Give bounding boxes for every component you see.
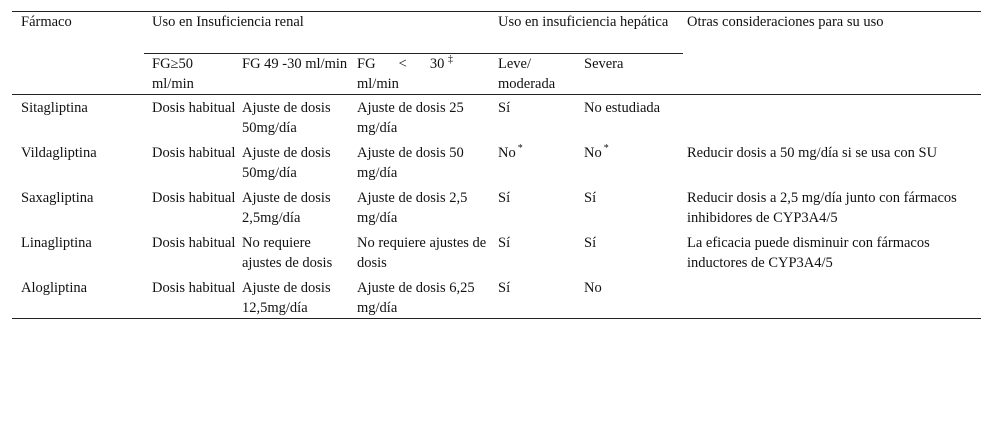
cell-fg-ge50-text: Dosis habitual xyxy=(152,145,236,161)
cell-severa-text: Sí xyxy=(584,190,597,206)
header-row-top xyxy=(12,12,981,54)
cell-fg-lt30 xyxy=(353,140,494,185)
cell-leve-moderada xyxy=(494,140,580,185)
cell-fg-lt30 xyxy=(353,275,494,319)
cell-leve-moderada xyxy=(494,185,580,230)
table-body xyxy=(12,95,981,319)
drug-name-text: Alogliptina xyxy=(21,280,88,296)
cell-leve-moderada xyxy=(494,230,580,275)
cell-fg-ge50 xyxy=(144,185,238,230)
cell-severa xyxy=(580,275,683,319)
cell-fg-lt30-text: No requiere ajustes de dosis xyxy=(357,235,487,271)
cell-leve-moderada-text: Sí xyxy=(498,280,511,296)
cell-severa xyxy=(580,95,683,141)
header-fg-lt30-unit: ml/min xyxy=(357,76,399,92)
header-severa: Severa xyxy=(584,56,624,72)
cell-fg-49-30-text: No requiere ajustes de dosis xyxy=(242,235,333,271)
cell-severa-text: No xyxy=(584,280,602,296)
cell-fg-ge50-text: Dosis habitual xyxy=(152,100,236,116)
cell-leve-moderada-text: Sí xyxy=(498,235,511,251)
header-other-considerations: Otras consideraciones para su uso xyxy=(687,14,884,30)
header-fg-lt30-value-wrap xyxy=(430,54,453,74)
header-fg-lt30-symbol: < xyxy=(398,56,407,72)
cell-fg-lt30 xyxy=(353,185,494,230)
header-fg-49-30: FG 49 -30 ml/min xyxy=(242,56,348,72)
cell-fg-49-30 xyxy=(238,185,353,230)
header-renal-group: Uso en Insuficiencia renal xyxy=(144,12,494,54)
cell-fg-49-30 xyxy=(238,230,353,275)
cell-severa-text: No estudiada xyxy=(584,100,661,116)
cell-fg-ge50 xyxy=(144,275,238,319)
header-fg-lt30 xyxy=(353,54,494,95)
cell-leve-moderada-text: Sí xyxy=(498,190,511,206)
cell-fg-lt30-text: Ajuste de dosis 50 mg/día xyxy=(357,145,464,181)
cell-fg-ge50 xyxy=(144,230,238,275)
cell-fg-lt30 xyxy=(353,95,494,141)
cell-leve-moderada-text: Sí xyxy=(498,100,511,116)
cell-fg-lt30-text: Ajuste de dosis 2,5 mg/día xyxy=(357,190,468,226)
cell-leve-moderada-text: No xyxy=(498,145,516,161)
cell-fg-lt30 xyxy=(353,230,494,275)
drug-name xyxy=(12,275,144,319)
cell-fg-49-30 xyxy=(238,275,353,319)
table-row xyxy=(12,140,981,185)
cell-severa-text: Sí xyxy=(584,235,597,251)
table-row xyxy=(12,185,981,230)
drug-name-text: Saxagliptina xyxy=(21,190,94,206)
cell-fg-ge50 xyxy=(144,140,238,185)
cell-fg-49-30-text: Ajuste de dosis 50mg/día xyxy=(242,100,331,136)
drug-name-text: Vildagliptina xyxy=(21,145,97,161)
cell-other-considerations xyxy=(683,95,981,141)
cell-fg-49-30-text: Ajuste de dosis 12,5mg/día xyxy=(242,280,331,316)
cell-fg-ge50-text: Dosis habitual xyxy=(152,280,236,296)
cell-fg-ge50-text: Dosis habitual xyxy=(152,235,236,251)
cell-severa xyxy=(580,185,683,230)
asterisk-mark: * xyxy=(517,143,523,155)
cell-other-considerations xyxy=(683,275,981,319)
drug-name-text: Linagliptina xyxy=(21,235,92,251)
header-fg-lt30-value: 30 xyxy=(429,56,445,72)
header-hepatic-group: Uso en insuficiencia hepática xyxy=(494,12,683,54)
dpp4-drug-table xyxy=(12,11,981,319)
table-row xyxy=(12,275,981,319)
cell-other-considerations-text: Reducir dosis a 50 mg/día si se usa con SU xyxy=(687,145,938,161)
cell-other-considerations xyxy=(683,230,981,275)
cell-other-considerations xyxy=(683,140,981,185)
table-row xyxy=(12,95,981,141)
cell-fg-lt30-text: Ajuste de dosis 25 mg/día xyxy=(357,100,464,136)
drug-name xyxy=(12,185,144,230)
cell-severa xyxy=(580,230,683,275)
cell-fg-ge50-text: Dosis habitual xyxy=(152,190,236,206)
cell-other-considerations xyxy=(683,185,981,230)
cell-fg-49-30-text: Ajuste de dosis 50mg/día xyxy=(242,145,331,181)
cell-severa xyxy=(580,140,683,185)
cell-severa-text: No xyxy=(584,145,602,161)
drug-name xyxy=(12,230,144,275)
cell-fg-lt30-text: Ajuste de dosis 6,25 mg/día xyxy=(357,280,475,316)
cell-fg-49-30-text: Ajuste de dosis 2,5mg/día xyxy=(242,190,331,226)
cell-fg-49-30 xyxy=(238,95,353,141)
cell-other-considerations-text: Reducir dosis a 2,5 mg/día junto con fármacos inhibidores de CYP3A4/5 xyxy=(687,190,957,226)
drug-name xyxy=(12,95,144,141)
header-fg-lt30-line xyxy=(357,54,453,74)
cell-leve-moderada xyxy=(494,95,580,141)
header-leve-moderada: Leve/ moderada xyxy=(498,56,556,92)
cell-fg-49-30 xyxy=(238,140,353,185)
header-fg-lt30-label: FG xyxy=(357,56,376,72)
header-fg-ge50: FG≥50 ml/min xyxy=(152,56,194,92)
table-row xyxy=(12,230,981,275)
cell-leve-moderada xyxy=(494,275,580,319)
asterisk-mark: * xyxy=(603,143,609,155)
cell-fg-ge50 xyxy=(144,95,238,141)
header-farmaco: Fármaco xyxy=(21,14,72,30)
cell-other-considerations-text: La eficacia puede disminuir con fármacos inductores de CYP3A4/5 xyxy=(687,235,930,271)
double-dagger-mark: ‡ xyxy=(447,54,453,66)
drug-name-text: Sitagliptina xyxy=(21,100,88,116)
drug-name xyxy=(12,140,144,185)
